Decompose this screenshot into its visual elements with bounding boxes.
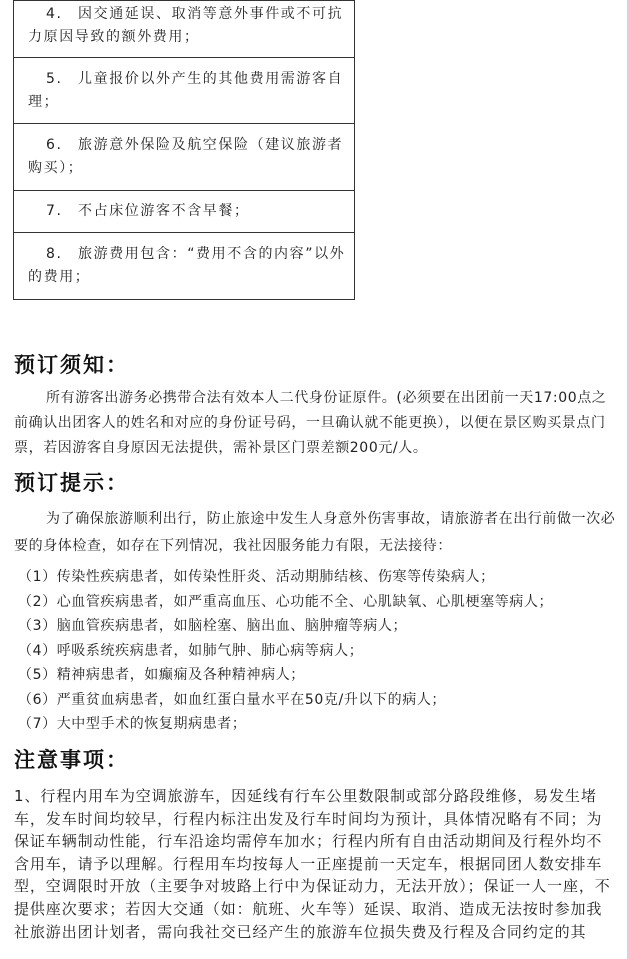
precautions-body: 1、行程内用车为空调旅游车，因延线有行车公里数限制或部分路段维修，易发生堵车，发车时间均较早，行程内标注出发及行车时间均为预计，具体情况略有不同；为保证车辆制动性能，行车沿途均需停车加水；行程内所有自由活动期间及行程外均不含用车，请予以理解。行程用车均按每人一正座提前一天定车，根据同团人数安排车型，空调限时开放（主要争对坡路上行中为保证动力，无法开放）；保证一人一座，不提供座次要求；若因大交通（如：航班、火车等）延误、取消、造成无法按时参加我社旅游出团计划者，需向我社交已经产生的旅游车位损失费及行程及合同约定的其 <box>14 787 611 941</box>
table-cell <box>14 124 355 191</box>
row-text: 不占床位游客不含早餐； <box>78 203 250 219</box>
excluded-conditions-list <box>18 565 616 737</box>
fee-exclusion-table <box>13 0 355 300</box>
table-row <box>14 1 355 58</box>
booking-tips-title: 预订提示： <box>14 470 129 495</box>
row-text: 旅游意外保险及航空保险（建议旅游者购买）； <box>28 137 344 176</box>
list-item: （1）传染性疾病患者，如传染性肝炎、活动期肺结核、伤寒等传染病人； <box>18 569 495 585</box>
row-text: 儿童报价以外产生的其他费用需游客自理； <box>28 70 344 110</box>
booking-notice-title: 预订须知： <box>14 352 129 377</box>
table-row <box>14 58 355 124</box>
table-cell <box>14 1 355 58</box>
table-row <box>14 233 355 300</box>
booking-tips-intro: 为了确保旅游顺利出行，防止旅途中发生人身意外伤害事故，请旅游者在出行前做一次必要的身体检查，如存在下列情况，我社因服务能力有限，无法接待： <box>14 511 616 554</box>
table-row <box>14 124 355 191</box>
table-cell <box>14 233 355 300</box>
precautions-title: 注意事项： <box>14 747 129 772</box>
table-cell <box>14 191 355 233</box>
list-item: （4）呼吸系统疾病患者，如肺气肿、肺心病等病人； <box>18 642 364 659</box>
list-item: （3）脑血管疾病患者，如脑栓塞、脑出血、脑肿瘤等病人； <box>18 618 408 634</box>
list-item: （7）大中型手术的恢复期病患者； <box>18 716 247 732</box>
list-item: （2）心血管疾病患者，如严重高血压、心功能不全、心肌缺氧、心肌梗塞等病人； <box>18 593 554 610</box>
row-number: 8. <box>46 246 63 262</box>
table-cell <box>14 58 355 124</box>
row-number: 4. <box>46 6 63 22</box>
row-text: 旅游费用包含：“费用不含的内容”以外的费用； <box>28 246 346 285</box>
booking-notice-body: 所有游客出游务必携带合法有效本人二代身份证原件。(必须要在出团前一天17:00点之前确认出团客人的姓名和对应的身份证号码，一旦确认就不能更换），以便在景区购买景点门票，若因游客自身原因无法提供，需补景区门票差额200元/人。 <box>14 390 607 456</box>
row-number: 6. <box>46 137 63 153</box>
row-text: 因交通延误、取消等意外事件或不可抗力原因导致的额外费用； <box>28 6 344 45</box>
list-item: （6）严重贫血病患者，如血红蛋白量水平在50克/升以下的病人； <box>18 691 447 708</box>
table-row <box>14 191 355 233</box>
row-number: 5. <box>46 70 63 87</box>
list-item: （5）精神病患者，如癫痫及各种精神病人； <box>18 667 305 683</box>
row-number: 7. <box>46 203 63 219</box>
